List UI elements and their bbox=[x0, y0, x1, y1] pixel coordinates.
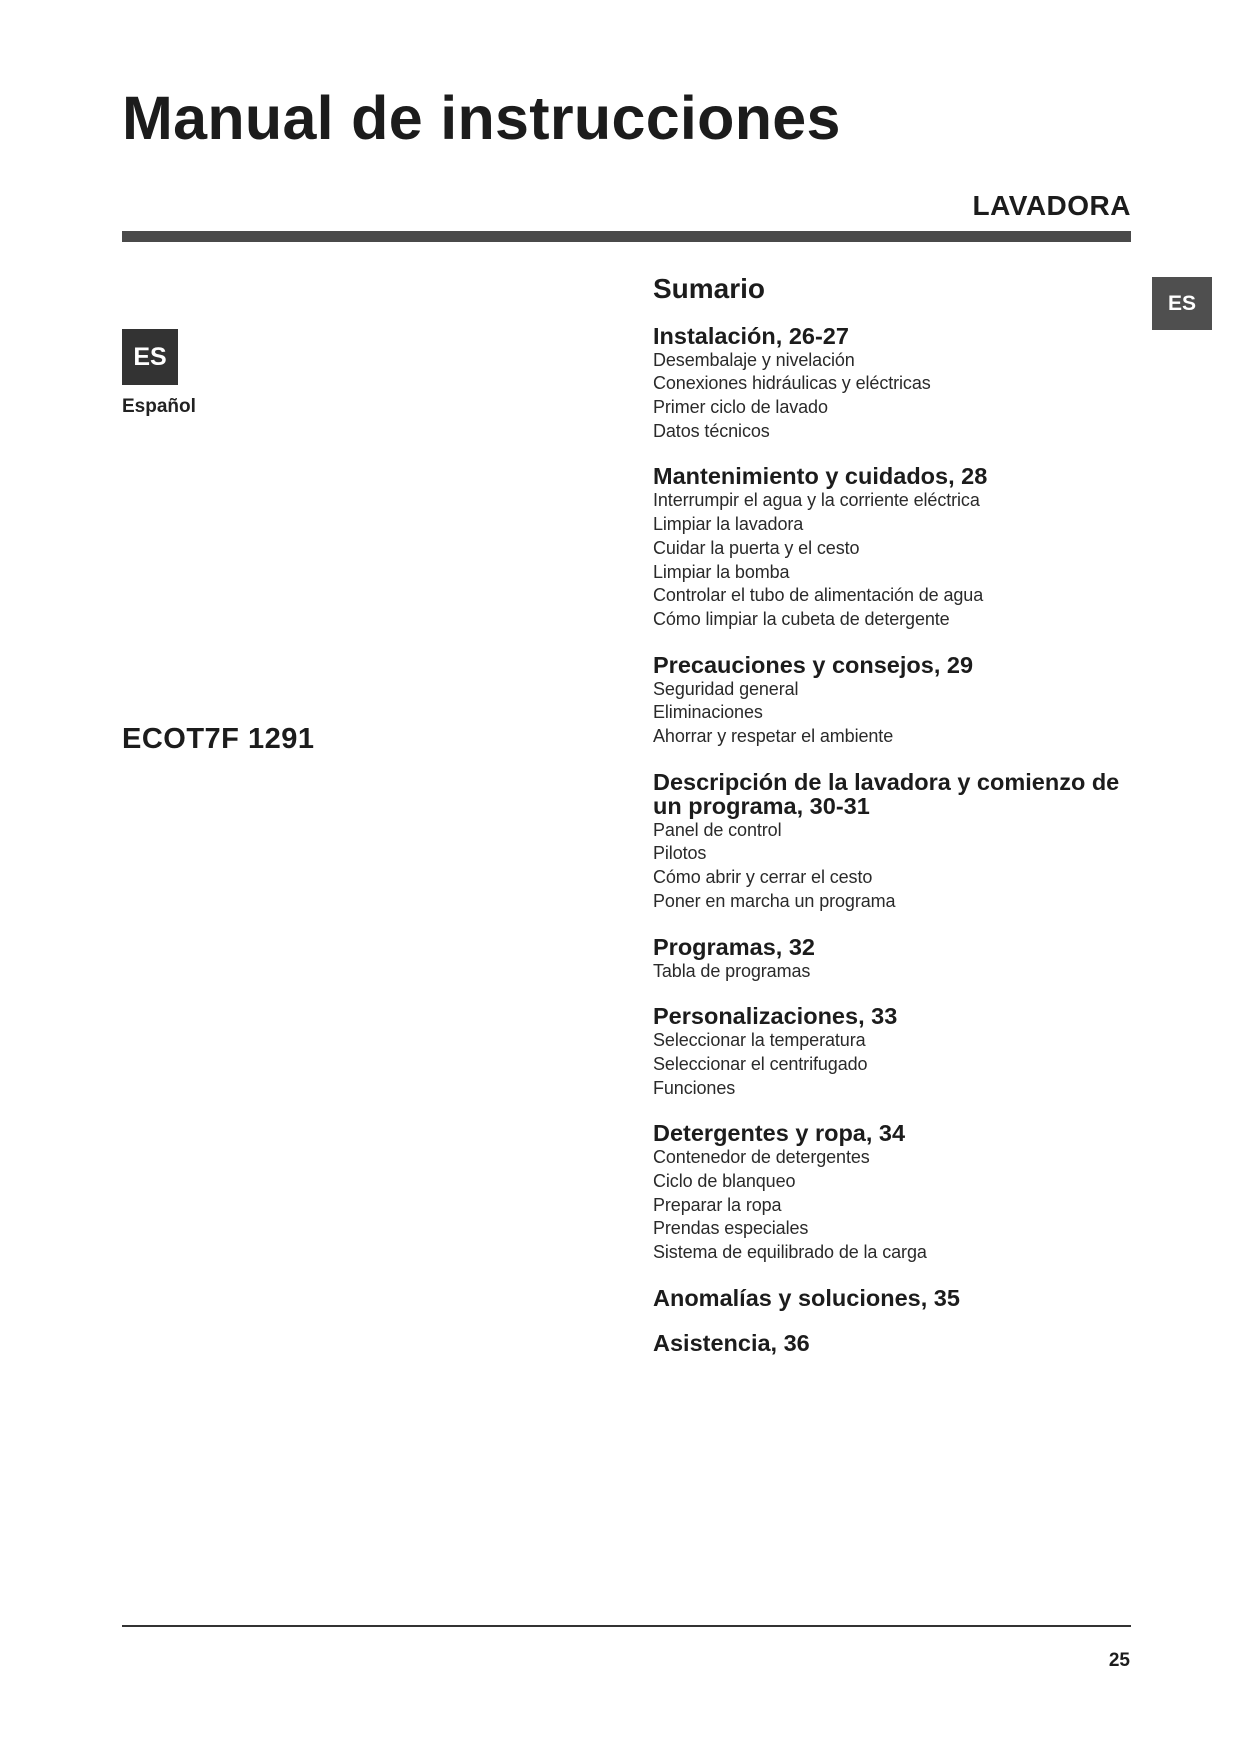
toc-item-list bbox=[653, 819, 1133, 914]
language-label: Español bbox=[122, 396, 196, 417]
toc-section bbox=[653, 653, 1133, 749]
toc-item: Funciones bbox=[653, 1077, 736, 1098]
toc-item: Limpiar la bomba bbox=[653, 561, 790, 582]
toc-section-title: Precauciones y consejos, 29 bbox=[653, 651, 974, 678]
footer-divider bbox=[122, 1625, 1131, 1627]
toc-item: Limpiar la lavadora bbox=[653, 514, 804, 535]
toc-item: Seleccionar el centrifugado bbox=[653, 1053, 868, 1074]
header-divider bbox=[122, 231, 1131, 242]
toc-section-title: Descripción de la lavadora y comienzo de un programa, 30-31 bbox=[653, 768, 1120, 819]
toc-section-title: Detergentes y ropa, 34 bbox=[653, 1120, 906, 1147]
table-of-contents bbox=[653, 272, 1133, 1376]
toc-section-title: Mantenimiento y cuidados, 28 bbox=[653, 463, 988, 490]
toc-item: Seguridad general bbox=[653, 678, 799, 699]
toc-section-title: Instalación, 26-27 bbox=[653, 322, 849, 349]
toc-section bbox=[653, 464, 1133, 631]
toc-item: Ciclo de blanqueo bbox=[653, 1171, 796, 1192]
toc-item-list bbox=[653, 489, 1133, 631]
model-number: ECOT7F 1291 bbox=[122, 723, 315, 755]
toc-section-title: Personalizaciones, 33 bbox=[653, 1003, 898, 1030]
toc-item: Cómo abrir y cerrar el cesto bbox=[653, 867, 873, 888]
toc-item: Primer ciclo de lavado bbox=[653, 397, 828, 417]
toc-item: Pilotos bbox=[653, 843, 707, 864]
toc-item: Panel de control bbox=[653, 819, 782, 840]
toc-section bbox=[653, 935, 1133, 984]
language-side-tab: ES bbox=[1152, 277, 1212, 330]
toc-section bbox=[653, 1004, 1133, 1100]
toc-item: Controlar el tubo de alimentación de agua bbox=[653, 585, 984, 606]
toc-section bbox=[653, 1331, 1133, 1355]
page-number: 25 bbox=[1108, 1650, 1130, 1671]
toc-item: Desembalaje y nivelación bbox=[653, 349, 855, 370]
toc-item: Sistema de equilibrado de la carga bbox=[653, 1242, 927, 1263]
toc-section-title: Programas, 32 bbox=[653, 933, 815, 960]
toc-section bbox=[653, 324, 1133, 444]
toc-item: Prendas especiales bbox=[653, 1218, 809, 1239]
toc-section bbox=[653, 1286, 1133, 1310]
toc-item-list bbox=[653, 349, 1133, 444]
toc-item-list bbox=[653, 1146, 1133, 1265]
toc-item: Contenedor de detergentes bbox=[653, 1147, 870, 1168]
toc-item-list bbox=[653, 678, 1133, 749]
toc-item: Cuidar la puerta y el cesto bbox=[653, 537, 860, 558]
toc-heading: Sumario bbox=[653, 273, 766, 304]
toc-item: Interrumpir el agua y la corriente eléctrica bbox=[653, 490, 980, 511]
toc-section-title: Asistencia, 36 bbox=[653, 1329, 810, 1356]
toc-sections bbox=[653, 324, 1133, 1355]
toc-item: Preparar la ropa bbox=[653, 1194, 782, 1215]
toc-section bbox=[653, 1121, 1133, 1265]
toc-item: Eliminaciones bbox=[653, 702, 763, 723]
toc-item: Cómo limpiar la cubeta de detergente bbox=[653, 608, 950, 629]
toc-item-list bbox=[653, 1029, 1133, 1100]
toc-section-title: Anomalías y soluciones, 35 bbox=[653, 1284, 960, 1311]
language-badge: ES bbox=[122, 329, 178, 385]
toc-item: Conexiones hidráulicas y eléctricas bbox=[653, 373, 931, 394]
toc-item: Seleccionar la temperatura bbox=[653, 1030, 866, 1051]
toc-item: Ahorrar y respetar el ambiente bbox=[653, 726, 894, 747]
product-type: LAVADORA bbox=[972, 190, 1131, 221]
toc-item: Poner en marcha un programa bbox=[653, 890, 896, 911]
toc-item-list bbox=[653, 960, 1133, 984]
toc-section bbox=[653, 770, 1133, 914]
document-title: Manual de instrucciones bbox=[122, 84, 841, 152]
toc-item: Datos técnicos bbox=[653, 420, 770, 441]
toc-item: Tabla de programas bbox=[653, 960, 811, 981]
